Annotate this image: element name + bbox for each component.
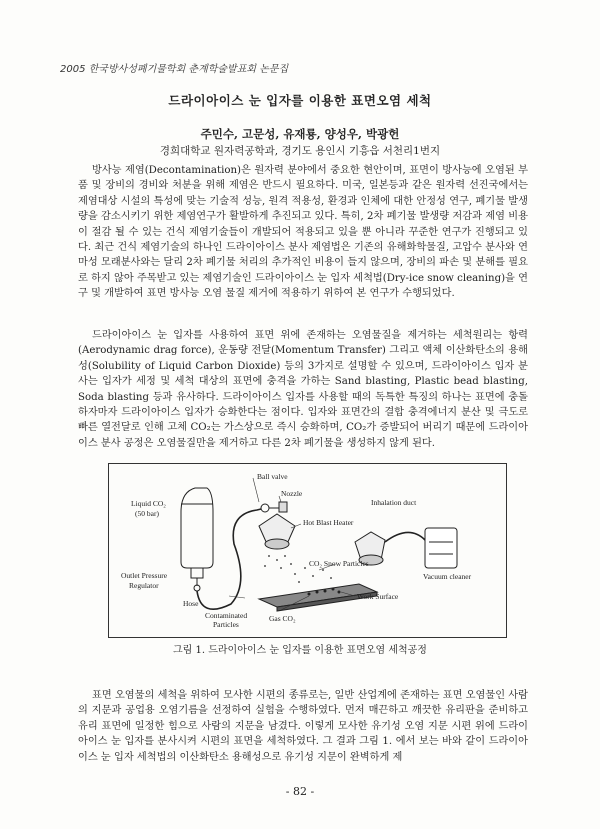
- vacuum-cleaner-drawing: [355, 528, 457, 568]
- label-gas-co2: Gas CO₂: [269, 614, 296, 623]
- paper-title: 드라이아이스 눈 입자를 이용한 표면오염 세척: [168, 93, 432, 108]
- label-particles: Particles: [213, 620, 239, 629]
- co2-cylinder-drawing: [181, 488, 213, 591]
- label-nozzle: Nozzle: [281, 489, 303, 498]
- label-snow-particles: CO₂ Snow Particles: [309, 559, 369, 568]
- label-vacuum-cleaner: Vacuum cleaner: [423, 572, 472, 581]
- label-contaminated: Contaminated: [205, 611, 248, 620]
- label-regulator: Regulator: [129, 581, 159, 590]
- label-hot-blast-heater: Hot Blast Heater: [303, 518, 354, 527]
- label-work-surface: Work Surface: [357, 592, 399, 601]
- paper-authors: 주민수, 고문성, 유재룡, 양성우, 박광헌: [200, 127, 400, 141]
- page-number: - 82 -: [285, 785, 315, 798]
- dry-ice-cleaning-schematic: [109, 464, 506, 637]
- figure-1-diagram: [108, 463, 507, 638]
- paper-affiliation: 경희대학교 원자력공학과, 경기도 용인시 기흥읍 서천리1번지: [159, 145, 441, 157]
- body-paragraph-1: 방사능 제염(Decontamination)은 원자력 분야에서 중요한 현안이며, 표면이 방사능에 오염된 부품 및 장비의 경비와 처분을 위해 제염은 반드시 필요하다. 미국, 일본등과 같은 원자력 선진국에서는 제염대상 시설의 특성에 맞는 기술적 성능, 원격 적용성, 환경과 인체에 대한 안정성 연구, 폐기물 발생량을 감소시키기 위한 제염연구가 활발하게 추진되고 있다. 특히, 2차 폐기물 발생량 저감과 제염 비용이 절감 될 수 있는 건식 제염기술들이 개발되어 적용되고 있을 뿐 아니라 꾸준한 연구가 진행되고 있다. 최근 건식 제염기술의 하나인 드라이아이스 분사 제염법은 기존의 유해화학물질, 고압수 분사와 연마성 모래분사와는 달리 2차 폐기물 처리의 추가적인 비용이 들지 않으며, 장비의 파손 및 분해를 필요로 하지 않아 주목받고 있는 제염기술인 드라이아이스 눈 입자 세척법(Dry-ice snow cleaning)을 연구 및 개발하여 표면 방사능 오염 물질 제거에 적용하기 위하여 본 연구가 수행되었다.: [78, 165, 528, 300]
- label-outlet-pressure: Outlet Pressure: [121, 571, 168, 580]
- body-paragraph-3: 표면 오염물의 세척을 위하여 모사한 시편의 종류로는, 일반 산업계에 존재하는 표면 오염물인 사람의 지문과 공업용 오염기름을 선정하여 실험을 수행하였다. 먼저 매끈하고 깨끗한 유리판을 준비하고 유리 표면에 일정한 힘으로 사람의 지문을 남겼다. 이렇게 모사한 유기성 오염 지문 시편 위에 드라이아이스 눈 입자를 분사시켜 시편의 표면을 세척하였다. 그 결과 그림 1. 에서 보는 바와 같이 드라이아이스 눈 입자 세척법의 이산화탄소 용해성으로 유기성 지문이 완벽하게 제: [78, 690, 528, 763]
- label-liquid-co2: Liquid CO₂: [131, 499, 166, 508]
- body-paragraph-2: 드라이아이스 눈 입자를 사용하여 표면 위에 존재하는 오염물질을 제거하는 세척원리는 항력(Aerodynamic drag force), 운동량 전달(Momentum Transfer) 그리고 액체 이산화탄소의 용해성(Solubility of Liquid Carbon Dioxide) 등의 3가지로 설명할 수 있으며, 드라이아이스 입자 분사는 입자가 세정 및 세척 대상의 표면에 충격을 가하는 Sand blasting, Plastic bead blasting, Soda blasting 등과 유사하다. 드라이아이스 입자를 사용할 때의 독특한 특징의 하나는 표면에 충돌하자마자 드라이아이스 입자가 승화한다는 점이다. 입자와 표면간의 결합 충격에너지 분산 및 극도로 빠른 열전달로 인해 고체 CO₂는 가스상으로 즉시 승화하며, CO₂가 증발되어 버리기 때문에 드라이아이스 분사 공정은 오염물질만을 제거하고 다른 2차 폐기물을 생성하지 않게 된다.: [78, 330, 528, 449]
- nozzle-assembly-drawing: [259, 502, 295, 549]
- label-pressure: (50 bar): [135, 509, 159, 518]
- figure-1-caption: 그림 1. 드라이아이스 눈 입자를 이용한 표면오염 세척공정: [173, 645, 427, 656]
- label-ball-valve: Ball valve: [257, 472, 288, 481]
- label-hose: Hose: [183, 599, 199, 608]
- label-inhalation-duct: Inhalation duct: [371, 498, 417, 507]
- proceedings-header: 2005 한국방사성폐기물학회 춘계학술발표회 논문집: [60, 64, 289, 75]
- hose-line: [197, 509, 261, 609]
